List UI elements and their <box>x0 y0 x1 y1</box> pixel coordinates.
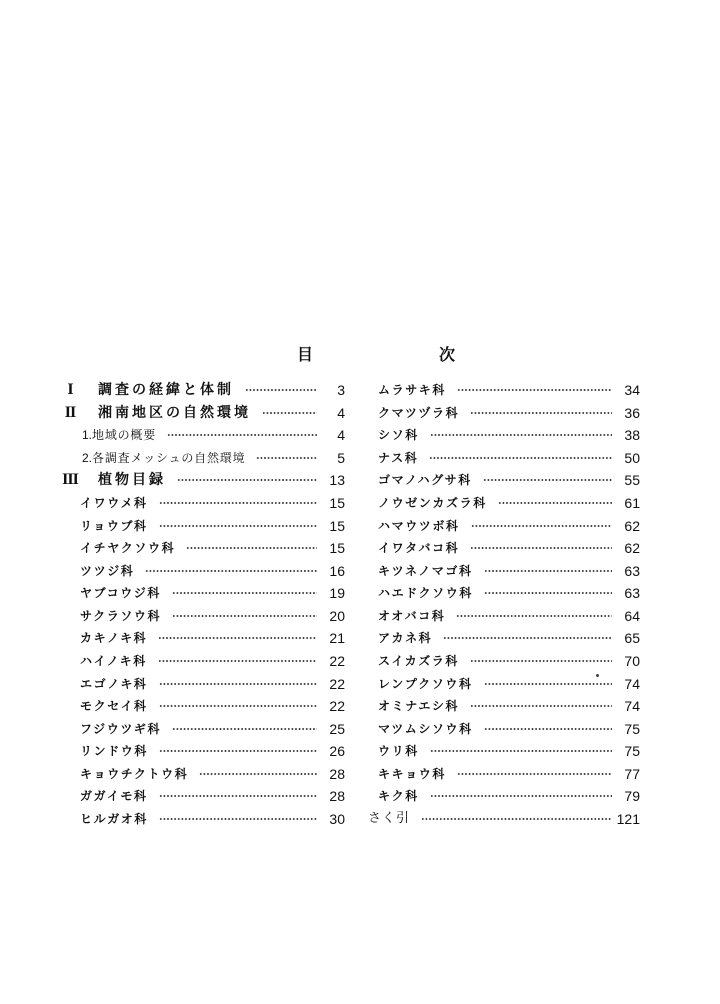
toc-family-entry <box>60 742 350 760</box>
page-number: 15 <box>329 517 345 534</box>
page-number: 26 <box>329 743 345 760</box>
dot-leader <box>429 456 612 460</box>
family-name: ツツジ科 <box>80 563 135 578</box>
toc-subsection-entry <box>60 426 350 444</box>
family-name: シソ科 <box>378 428 419 443</box>
page-number: 61 <box>624 494 640 511</box>
dot-leader <box>430 433 612 437</box>
dot-leader <box>470 704 612 708</box>
toc-family-entry <box>365 381 645 399</box>
toc-family-entry <box>60 787 350 805</box>
family-name: オオバコ科 <box>378 608 446 623</box>
page-number: 21 <box>329 630 345 647</box>
family-name: フジウツギ科 <box>80 721 162 736</box>
toc-family-entry <box>60 562 350 580</box>
dot-leader <box>245 388 317 392</box>
family-name: リンドウ科 <box>80 744 149 759</box>
section-numeral: I <box>67 381 73 398</box>
dot-leader <box>484 682 612 686</box>
dot-leader <box>456 614 612 618</box>
dot-leader <box>158 636 317 640</box>
toc-family-entry <box>365 652 645 670</box>
dot-leader <box>470 411 612 415</box>
toc-family-entry <box>60 539 350 557</box>
page-number: 55 <box>624 472 640 489</box>
page-number: 36 <box>624 404 640 421</box>
family-name: モクセイ科 <box>80 699 148 714</box>
toc-title-char-left: 目 <box>296 345 313 364</box>
dot-leader <box>145 569 317 573</box>
dot-leader <box>484 727 612 731</box>
section-numeral: III <box>62 471 78 489</box>
dot-leader <box>470 659 612 663</box>
toc-family-entry <box>365 742 645 760</box>
page-number: 79 <box>624 788 640 805</box>
subsection-title: 地域の概要 <box>92 428 157 443</box>
dot-leader <box>262 411 317 415</box>
page-number: 22 <box>329 698 345 715</box>
page-number: 38 <box>624 427 640 444</box>
dot-leader <box>159 704 317 708</box>
toc-index-entry <box>365 810 645 828</box>
dot-leader <box>167 433 317 437</box>
index-title: さく引 <box>368 811 411 826</box>
toc-family-entry <box>60 675 350 693</box>
family-name: イワウメ科 <box>80 495 148 510</box>
family-name: オミナエシ科 <box>378 699 460 714</box>
subsection-number: 1. <box>82 428 93 443</box>
toc-family-entry <box>365 697 645 715</box>
family-name: キキョウ科 <box>378 766 447 781</box>
page-number: 74 <box>624 698 640 715</box>
page-number: 62 <box>624 540 640 557</box>
family-name: カキノキ科 <box>80 631 148 646</box>
family-name: サクラソウ科 <box>80 608 162 623</box>
toc-title-char-right: 次 <box>438 345 455 364</box>
page-number: 28 <box>329 765 345 782</box>
page-number: 62 <box>624 517 640 534</box>
page-number: 19 <box>329 585 345 602</box>
toc-family-entry <box>365 449 645 467</box>
page-number: 15 <box>329 540 345 557</box>
family-name: キョウチクトウ科 <box>80 766 189 781</box>
family-name: ナス科 <box>378 450 419 465</box>
family-name: レンプクソウ科 <box>378 676 473 691</box>
page-number: 70 <box>624 653 640 669</box>
toc-family-entry <box>365 629 645 647</box>
toc-family-entry <box>60 652 350 670</box>
family-name: ゴマノハグサ科 <box>378 473 472 488</box>
toc-family-entry <box>365 675 645 693</box>
page-number: 4 <box>337 427 345 444</box>
toc-family-entry <box>365 720 645 738</box>
dot-leader <box>159 682 317 686</box>
dot-leader <box>159 817 317 821</box>
toc-family-entry <box>60 765 350 783</box>
subsection-title: 各調査メッシュの自然環境 <box>92 450 246 465</box>
toc-family-entry <box>365 562 645 580</box>
page-number: 65 <box>624 630 640 647</box>
dot-leader <box>172 614 317 618</box>
family-name: イチヤクソウ科 <box>80 541 176 556</box>
toc-subsection-entry <box>60 449 350 467</box>
section-title: 湘南地区の自然環境 <box>98 404 251 421</box>
section-numeral: II <box>64 403 76 421</box>
toc-family-entry <box>365 584 645 602</box>
family-name: マツムシソウ科 <box>378 721 473 736</box>
subsection-number: 2. <box>82 450 93 465</box>
family-name: キク科 <box>378 789 419 804</box>
toc-family-entry <box>365 426 645 444</box>
section-title: 調査の経緯と体制 <box>98 382 234 398</box>
dot-leader <box>159 749 317 753</box>
family-name: ノウゼンカズラ科 <box>378 495 487 510</box>
dot-leader <box>199 772 317 776</box>
dot-leader <box>430 749 612 753</box>
dot-leader <box>457 772 612 776</box>
family-name: ヒルガオ科 <box>80 812 149 826</box>
family-name: クマツヅラ科 <box>378 405 460 420</box>
toc-family-entry <box>365 517 645 535</box>
page-number: 28 <box>329 788 345 805</box>
toc-family-entry <box>60 494 350 512</box>
dot-leader <box>172 727 317 731</box>
page-number: 4 <box>337 404 345 421</box>
toc-family-entry <box>60 810 350 828</box>
family-name: ハエドクソウ科 <box>378 586 473 601</box>
dot-leader <box>457 388 612 392</box>
page-number: 75 <box>624 743 640 760</box>
print-speck <box>596 674 599 677</box>
toc-family-entry <box>60 607 350 625</box>
page-number: 25 <box>329 720 345 737</box>
dot-leader <box>186 546 317 550</box>
toc-section-entry <box>60 381 350 399</box>
family-name: イワタバコ科 <box>378 541 460 556</box>
page-number: 20 <box>329 607 345 624</box>
family-name: ウリ科 <box>378 744 419 759</box>
toc-family-entry <box>365 607 645 625</box>
dot-leader <box>484 569 612 573</box>
section-title: 植物目録 <box>98 472 166 489</box>
toc-family-entry <box>365 787 645 805</box>
toc-family-entry <box>60 697 350 715</box>
dot-leader <box>498 501 612 505</box>
dot-leader <box>470 546 612 550</box>
family-name: ハイノキ科 <box>80 654 147 668</box>
dot-leader <box>421 817 612 821</box>
page-number: 63 <box>624 585 640 602</box>
toc-family-entry <box>365 404 645 422</box>
toc-family-entry <box>60 517 350 535</box>
page-number: 30 <box>329 811 345 827</box>
toc-section-entry <box>60 471 350 489</box>
dot-leader <box>159 794 317 798</box>
toc-family-entry <box>365 539 645 557</box>
dot-leader <box>484 591 612 595</box>
dot-leader <box>471 524 612 528</box>
toc-family-entry <box>60 720 350 738</box>
family-name: アカネ科 <box>378 631 433 646</box>
family-name: ヤブコウジ科 <box>80 586 162 601</box>
family-name: キツネノマゴ科 <box>378 563 473 578</box>
toc-section-entry <box>60 404 350 422</box>
page-number: 15 <box>329 494 345 511</box>
page-number: 121 <box>616 811 640 827</box>
family-name: スイカズラ科 <box>378 654 460 668</box>
dot-leader <box>177 478 317 482</box>
dot-leader <box>159 501 317 505</box>
family-name: リョウブ科 <box>80 518 148 533</box>
page-number: 34 <box>624 382 640 398</box>
toc-family-entry <box>365 494 645 512</box>
page-number: 75 <box>624 720 640 737</box>
page-number: 13 <box>329 472 345 489</box>
page-number: 74 <box>624 675 640 692</box>
page-number: 63 <box>624 562 640 579</box>
toc-family-entry <box>365 471 645 489</box>
page-number: 22 <box>329 653 345 669</box>
page-number: 3 <box>337 382 345 398</box>
page-number: 64 <box>624 607 640 624</box>
dot-leader <box>443 636 612 640</box>
family-name: エゴノキ科 <box>80 676 148 691</box>
family-name: ガガイモ科 <box>80 789 148 804</box>
family-name: ハマウツボ科 <box>378 518 460 533</box>
dot-leader <box>158 659 317 663</box>
page-number: 16 <box>329 562 345 579</box>
dot-leader <box>430 794 612 798</box>
page-number: 22 <box>329 675 345 692</box>
dot-leader <box>483 478 612 482</box>
toc-family-entry <box>365 765 645 783</box>
toc-family-entry <box>60 584 350 602</box>
dot-leader <box>159 524 317 528</box>
page-number: 5 <box>337 449 345 466</box>
page-number: 50 <box>624 449 640 466</box>
toc-family-entry <box>60 629 350 647</box>
page-number: 77 <box>624 765 640 782</box>
dot-leader <box>256 456 317 460</box>
dot-leader <box>172 591 317 595</box>
family-name: ムラサキ科 <box>378 383 447 397</box>
